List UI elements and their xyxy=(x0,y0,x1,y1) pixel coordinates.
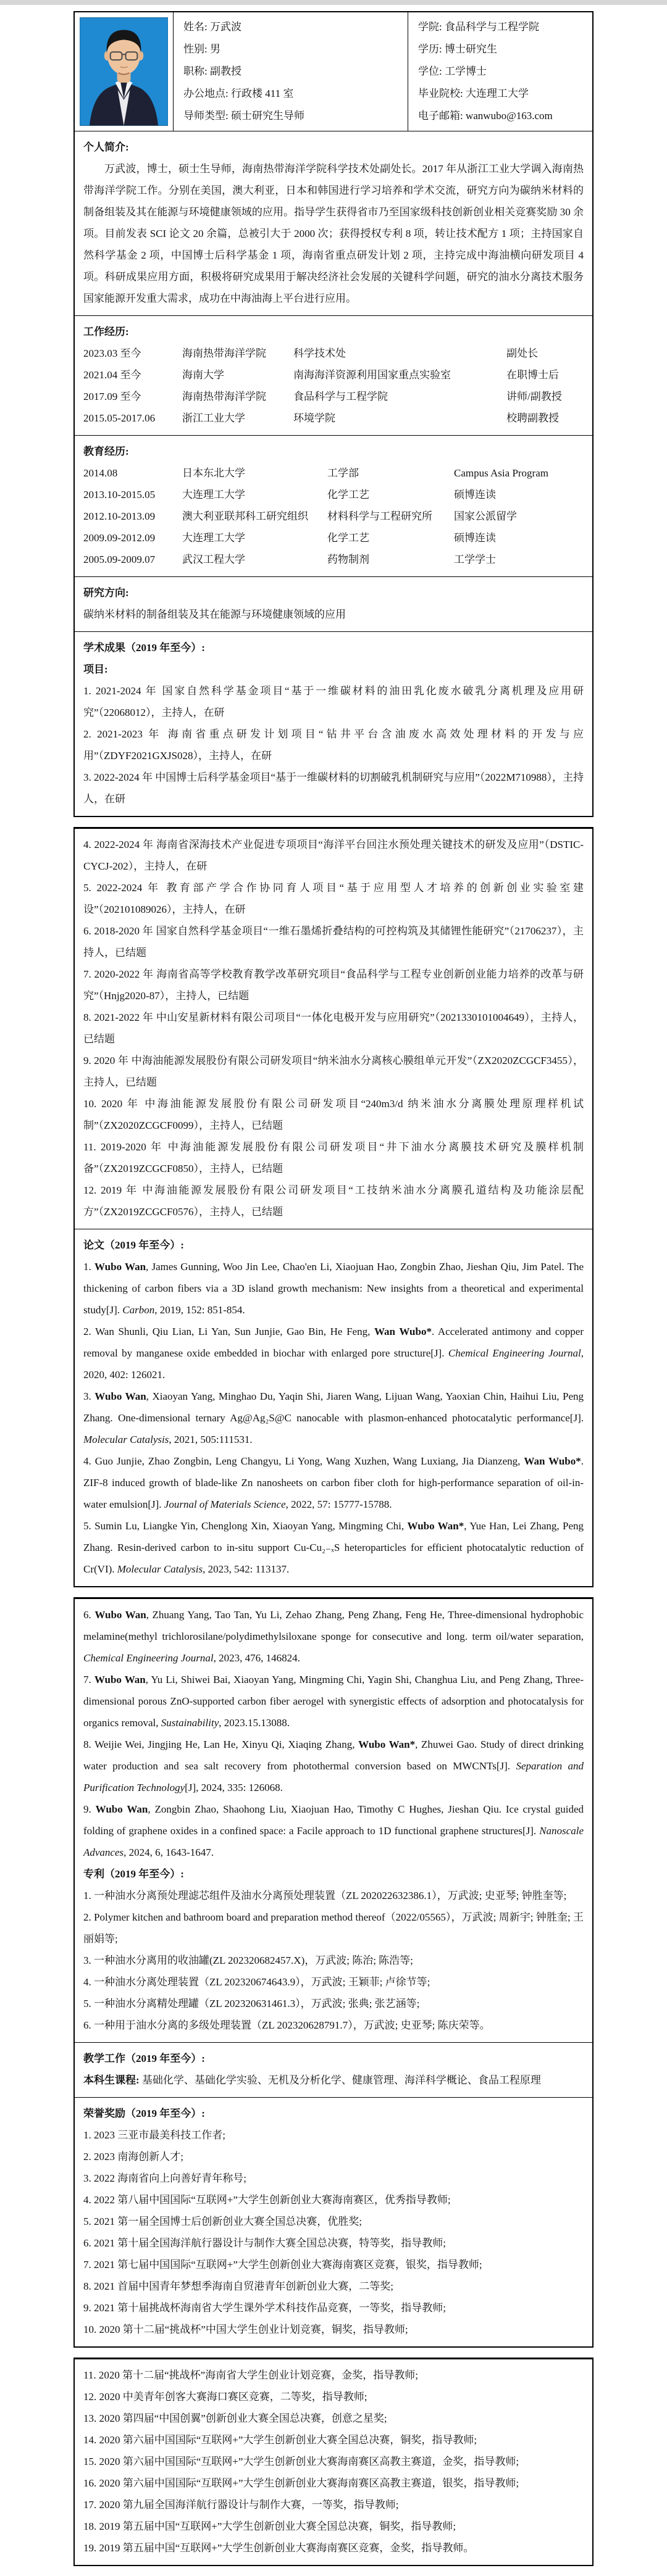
field-value: 工学博士 xyxy=(444,65,487,77)
patents-title: 专利（2019 年至今）: xyxy=(83,1868,184,1880)
section-papers xyxy=(75,1229,592,1586)
field-value: 万武波 xyxy=(209,21,241,33)
edu-major: 材料科学与工程研究所 xyxy=(327,510,432,522)
patent-item: 3. 一种油水分离用的收油罐(ZL 202320682457.X)，万武波; 陈治; 陈浩等; xyxy=(83,1955,413,1966)
award-item: 13. 2020 第四届“中国创翼”创新创业大赛全国总决赛，创意之星奖; xyxy=(83,2412,387,2424)
work-row xyxy=(83,343,584,364)
award-item: 7. 2021 第七届中国国际“互联网+”大学生创新创业大赛海南赛区竞赛，银奖，指导教师; xyxy=(83,2259,482,2271)
document-page-3 xyxy=(73,1597,594,2348)
award-item: 1. 2023 三亚市最美科技工作者; xyxy=(83,2129,225,2141)
field-value: 食品科学与工程学院 xyxy=(444,21,539,33)
awards-list-part2 xyxy=(83,2364,584,2559)
teaching-courses-line xyxy=(83,2069,584,2091)
section-papers-continued xyxy=(75,1598,592,2042)
award-item: 17. 2020 第九届全国海洋航行器设计与制作大赛，一等奖，指导教师; xyxy=(83,2499,399,2511)
field-value: 副教授 xyxy=(209,65,241,77)
education-row xyxy=(83,484,584,505)
projects-label: 项目: xyxy=(83,663,108,675)
paper-item: 3. Wubo Wan, Xiaoyan Yang, Minghao Du, Yaqin Shi, Jiaren Wang, Lijuan Wang, Yaoxian Chin, Haihui Liu, Peng Zhang. One-dimensional ternary Ag@Ag₂S@C nanocable with plasmon-enhanced photocatalytic performance[J]. Molecular Catalysis, 2021, 505:111531. xyxy=(83,1390,584,1445)
project-item: 4. 2022-2024 年 海南省深海技术产业促进专项项目“海洋平台回注水预处理关键技术的研发及应用”（DSTIC-CYCJ-202），主持人，在研 xyxy=(83,839,584,872)
award-item: 10. 2020 第十二届“挑战杯”中国大学生创业计划竞赛，铜奖，指导教师; xyxy=(83,2324,408,2335)
edu-date: 2005.09-2009.07 xyxy=(83,554,156,565)
award-item: 11. 2020 第十二届“挑战杯”海南省大学生创业计划竞赛，金奖，指导教师; xyxy=(83,2369,418,2381)
work-date: 2015.05-2017.06 xyxy=(83,412,156,424)
page-top-edge xyxy=(0,0,667,5)
profile-field xyxy=(418,61,582,82)
award-item: 12. 2020 中美青年创客大赛海口赛区竞赛，二等奖，指导教师; xyxy=(83,2391,367,2403)
work-date: 2023.03 至今 xyxy=(83,347,141,359)
achievements-title: 学术成果（2019 年至今）: xyxy=(83,642,205,654)
project-item: 9. 2020 年 中海油能源发展股份有限公司研发项目“纳米油水分离核心膜组单元开发”（ZX2020ZCGCF3455），主持人，已结题 xyxy=(83,1055,584,1088)
project-item: 2. 2021-2023 年 海南省重点研发计划项目“钻井平台含油废水高效处理材料的开发与应用”（ZDYF2021GXJS028），主持人，在研 xyxy=(83,728,584,762)
papers-list-part1 xyxy=(83,1256,584,1580)
profile-fields-right xyxy=(408,12,592,131)
award-item: 18. 2019 第五届中国“互联网+”大学生创新创业大赛全国总决赛，铜奖，指导教师; xyxy=(83,2520,456,2532)
profile-field xyxy=(418,17,582,38)
awards-list-part1 xyxy=(83,2124,584,2340)
profile-fields-left xyxy=(174,12,408,131)
section-work-title: 工作经历: xyxy=(83,326,129,338)
work-dept: 食品科学与工程学院 xyxy=(293,391,388,402)
education-list xyxy=(83,462,584,570)
research-area-text: 碳纳米材料的制备组装及其在能源与环境健康领域的应用 xyxy=(83,609,346,620)
edu-school: 日本东北大学 xyxy=(182,467,245,479)
education-row xyxy=(83,549,584,570)
education-row xyxy=(83,505,584,527)
field-label: 导师类型: xyxy=(183,110,229,122)
award-item: 2. 2023 南海创新人才; xyxy=(83,2151,183,2163)
edu-date: 2012.10-2013.09 xyxy=(83,510,156,522)
patent-item: 2. Polymer kitchen and bathroom board and preparation method thereof（2022/05565），万武波; 周新宇; 钟胜奎; 王丽娟等; xyxy=(83,1911,584,1945)
paper-item: 4. Guo Junjie, Zhao Zongbin, Leng Changyu, Li Yong, Wang Xuzhen, Wang Luxiang, Jia Dianzeng, Wan Wubo*. ZIF-8 induced growth of blade-like Zn nanosheets on carbon fiber cloth for high-performance separation of oil-in-water emulsion[J]. Journal of Materials Science, 2022, 57: 15777-15788. xyxy=(83,1455,584,1510)
work-dept: 环境学院 xyxy=(293,412,335,424)
edu-date: 2009.09-2012.09 xyxy=(83,532,156,544)
projects-list-part1 xyxy=(83,680,584,810)
courses-label: 本科生课程: xyxy=(83,2074,140,2086)
award-item: 5. 2021 第一届全国博士后创新创业大赛全国总决赛，优胜奖; xyxy=(83,2216,362,2227)
section-awards xyxy=(75,2097,592,2346)
courses-text: 基础化学、基础化学实验、无机及分析化学、健康管理、海洋科学概论、食品工程原理 xyxy=(141,2074,541,2086)
edu-type: 国家公派留学 xyxy=(454,510,517,522)
paper-item: 8. Weijie Wei, Jingjing He, Lan He, Xinyu Qi, Xiaqing Zhang, Wubo Wan*, Zhuwei Gao. Study of direct drinking water production and sea salt recovery from photothermal conversion based on MWCNTs[J]. Separation and Purification Technology[J], 2024, 335: 126068. xyxy=(83,1739,584,1793)
profile-field xyxy=(183,17,398,38)
patent-item: 5. 一种油水分离精处理罐（ZL 202320631461.3），万武波; 张典; 张艺涵等; xyxy=(83,1998,420,2009)
award-item: 19. 2019 第五届中国“互联网+”大学生创新创业大赛海南赛区竞赛，金奖，指导教师。 xyxy=(83,2542,474,2554)
field-label: 办公地点: xyxy=(183,88,229,99)
work-role: 副处长 xyxy=(506,347,538,359)
section-education xyxy=(75,435,592,576)
field-label: 姓名: xyxy=(183,21,208,33)
projects-list-part2 xyxy=(83,834,584,1223)
field-value: 男 xyxy=(209,43,220,55)
work-org: 海南热带海洋学院 xyxy=(182,347,266,359)
award-item: 9. 2021 第十届挑战杯海南省大学生课外学术科技作品竞赛，一等奖，指导教师; xyxy=(83,2302,446,2314)
section-intro xyxy=(75,131,592,315)
profile-field xyxy=(418,39,582,60)
work-history-list xyxy=(83,343,584,429)
work-row xyxy=(83,364,584,386)
document-page-1 xyxy=(73,11,594,817)
profile-field xyxy=(418,106,582,127)
teaching-title: 教学工作（2019 年至今）: xyxy=(83,2053,205,2064)
field-value: 大连理工大学 xyxy=(465,88,529,99)
section-research-title: 研究方向: xyxy=(83,587,129,599)
project-item: 10. 2020 年 中海油能源发展股份有限公司研发项目“240m3/d 纳米油水分离膜处理原理样机试制”（ZX2020ZCGCF0099），主持人，已结题 xyxy=(83,1098,584,1131)
profile-photo xyxy=(75,12,174,131)
project-item: 7. 2020-2022 年 海南省高等学校教育教学改革研究项目“食品科学与工程专业创新创业能力培养的改革与研究”（Hnjg2020-87），主持人，已结题 xyxy=(83,968,584,1002)
paper-item: 2. Wan Shunli, Qiu Lian, Li Yan, Sun Junjie, Gao Bin, He Feng, Wan Wubo*. Accelerated antimony and copper removal by manganese oxide embedded in biochar with enlarged pore structure[J]. Chemical Engineering Journal, 2020, 402: 126021. xyxy=(83,1326,584,1381)
paper-item: 9. Wubo Wan, Zongbin Zhao, Shaohong Liu, Xiaojuan Hao, Timothy C Hughes, Jieshan Qiu. Ice crystal guided folding of graphene oxides in a confined space: a Facile approach to 1D functional graphene structures[J]. Nanoscale Advances, 2024, 6, 1643-1647. xyxy=(83,1803,584,1858)
document-page-2 xyxy=(73,827,594,1587)
field-label: 学历: xyxy=(418,43,442,55)
education-row xyxy=(83,527,584,549)
project-item: 8. 2021-2022 年 中山安星新材料有限公司项目“一体化电极开发与应用研究”（2021330101004649），主持人，已结题 xyxy=(83,1012,584,1045)
paper-item: 7. Wubo Wan, Yu Li, Shiwei Bai, Xiaoyan Yang, Mingming Chi, Yagin Shi, Changhua Liu, and Peng Zhang, Three-dimensional porous ZnO-supported carbon fiber aerogel with synergistic effects of adsorption and photocatalysis for organics removal, Sustainability, 2023.15.13088. xyxy=(83,1674,584,1729)
award-item: 14. 2020 第六届中国国际“互联网+”大学生创新创业大赛全国总决赛，铜奖，指导教师; xyxy=(83,2434,477,2446)
edu-school: 澳大利亚联邦科工研究组织 xyxy=(182,510,308,522)
project-item: 6. 2018-2020 年 国家自然科学基金项目“一维石墨烯折叠结构的可控构筑及其储锂性能研究”（21706237），主持人，已结题 xyxy=(83,925,584,958)
project-item: 3. 2022-2024 年 中国博士后科学基金项目“基于一维碳材料的切割破乳机制研究与应用”（2022M710988），主持人，在研 xyxy=(83,771,584,805)
document-page-4 xyxy=(73,2358,594,2566)
edu-major: 化学工艺 xyxy=(327,532,369,544)
profile-field xyxy=(418,83,582,104)
section-intro-title: 个人简介: xyxy=(83,141,129,153)
work-role: 校聘副教授 xyxy=(506,412,559,424)
field-label: 学院: xyxy=(418,21,442,33)
profile-field xyxy=(183,83,398,104)
work-date: 2021.04 至今 xyxy=(83,369,141,381)
work-date: 2017.09 至今 xyxy=(83,391,141,402)
section-work-history xyxy=(75,315,592,435)
award-item: 3. 2022 海南省向上向善好青年称号; xyxy=(83,2172,246,2184)
section-teaching xyxy=(75,2042,592,2097)
profile-table xyxy=(73,11,594,2566)
field-value: 行政楼 411 室 xyxy=(230,88,294,99)
award-item: 16. 2020 第六届中国国际“互联网+”大学生创新创业大赛海南赛区高教主赛道，银奖，指导教师; xyxy=(83,2477,519,2489)
award-item: 15. 2020 第六届中国国际“互联网+”大学生创新创业大赛海南赛区高教主赛道，金奖，指导教师; xyxy=(83,2456,519,2467)
field-label: 毕业院校: xyxy=(418,88,463,99)
edu-date: 2013.10-2015.05 xyxy=(83,489,156,501)
project-item: 1. 2021-2024 年 国家自然科学基金项目“基于一维碳材料的油田乳化废水破乳分离机理及应用研究”（22068012），主持人，在研 xyxy=(83,685,584,718)
intro-paragraph: 万武波，博士，硕士生导师，海南热带海洋学院科学技术处副处长。2017 年从浙江工业大学调入海南热带海洋学院工作。分别在美国，澳大利亚，日本和韩国进行学习培养和学术交流，研究方向为碳纳米材料的制备组装及其在能源与环境健康领域的应用。指导学生获得省市乃至国家级科技创新创业相关竞赛奖励 30 余项。目前发表 SCI 论文 20 余篇，总被引大于 2000 次；获得授权专利 8 项，转让技术配方 1 项；主持国家自然科学基金 2 项，中国博士后科学基金 1 项，海南省重点研发计划 2 项，主持完成中海油横向研发项目 4 项。科研成果应用方面，积极将研究成果用于解决经济社会发展的关键科学问题，研究的油水分离技术服务国家能源开发重大需求，成功在中海油海上平台进行应用。 xyxy=(83,163,584,304)
field-label: 电子邮箱: xyxy=(418,110,463,122)
project-item: 5. 2022-2024 年 教育部产学合作协同育人项目“基于应用型人才培养的创新创业实验室建设”（202101089026），主持人，在研 xyxy=(83,882,584,915)
field-value: 博士研究生 xyxy=(444,43,497,55)
profile-field xyxy=(183,106,398,127)
work-role: 在职博士后 xyxy=(506,369,559,381)
papers-title: 论文（2019 年至今）: xyxy=(83,1239,184,1251)
edu-type: 硕博连读 xyxy=(454,489,496,501)
award-item: 8. 2021 首届中国青年梦想季海南自贸港青年创新创业大赛，二等奖; xyxy=(83,2280,393,2292)
edu-school: 大连理工大学 xyxy=(182,532,245,544)
edu-date: 2014.08 xyxy=(83,467,118,479)
work-role: 讲师/副教授 xyxy=(506,391,562,402)
id-photo-graphic xyxy=(80,17,168,126)
profile-field xyxy=(183,39,398,60)
patent-item: 6. 一种用于油水分离的多级处理装置（ZL 202320628791.7），万武波; 史亚琴; 陈庆荣等。 xyxy=(83,2019,490,2031)
edu-major: 药物制剂 xyxy=(327,554,369,565)
edu-major: 工学部 xyxy=(327,467,359,479)
profile-field xyxy=(183,61,398,82)
patent-item: 1. 一种油水分离预处理滤芯组件及油水分离预处理装置（ZL 202022632386.1），万武波; 史亚琴; 钟胜奎等; xyxy=(83,1890,567,1901)
edu-type: Campus Asia Program xyxy=(454,467,548,479)
patents-list xyxy=(83,1885,584,2036)
work-row xyxy=(83,386,584,407)
field-label: 职称: xyxy=(183,65,208,77)
profile-header-row xyxy=(75,12,592,131)
work-org: 海南大学 xyxy=(182,369,224,381)
edu-school: 武汉工程大学 xyxy=(182,554,245,565)
paper-item: 1. Wubo Wan, James Gunning, Woo Jin Lee, Chao'en Li, Xiaojuan Hao, Zongbin Zhao, Jieshan Qiu, Jim Patel. The thickening of carbon fibers via a 3D island growth mechanism: New insights from a theoretical and experimental study[J]. Carbon, 2019, 152: 851-854. xyxy=(83,1261,584,1316)
section-education-title: 教育经历: xyxy=(83,446,129,457)
edu-type: 工学学士 xyxy=(454,554,496,565)
work-org: 海南热带海洋学院 xyxy=(182,391,266,402)
section-awards-continued xyxy=(75,2359,592,2565)
section-research xyxy=(75,576,592,631)
work-dept: 科学技术处 xyxy=(293,347,346,359)
work-dept: 南海海洋资源利用国家重点实验室 xyxy=(293,369,451,381)
paper-item: 6. Wubo Wan, Zhuang Yang, Tao Tan, Yu Li, Zehao Zhang, Peng Zhang, Feng He, Three-dimensional hydrophobic melamine(methyl trichlorosilane/polydimethylsiloxane sponge for consecutive and long. term oil/water separation, Chemical Engineering Journal, 2023, 476, 146824. xyxy=(83,1609,584,1664)
work-org: 浙江工业大学 xyxy=(182,412,245,424)
education-row xyxy=(83,462,584,484)
award-item: 6. 2021 第十届全国海洋航行器设计与制作大赛全国总决赛，特等奖，指导教师; xyxy=(83,2237,446,2249)
project-item: 12. 2019 年 中海油能源发展股份有限公司研发项目“工技纳米油水分离膜孔道结构及功能涂层配方”（ZX2019ZCGCF0576），主持人，已结题 xyxy=(83,1184,584,1218)
work-row xyxy=(83,407,584,429)
edu-school: 大连理工大学 xyxy=(182,489,245,501)
field-label: 性别: xyxy=(183,43,208,55)
field-value: wanwubo@163.com xyxy=(465,110,553,122)
project-item: 11. 2019-2020 年 中海油能源发展股份有限公司研发项目“井下油水分离膜技术研究及膜样机制备”（ZX2019ZCGCF0850），主持人，已结题 xyxy=(83,1141,584,1174)
patent-item: 4. 一种油水分离处理装置（ZL 202320674643.9），万武波; 王颖菲; 卢徐节等; xyxy=(83,1976,430,1988)
field-value: 硕士研究生导师 xyxy=(230,110,304,122)
field-label: 学位: xyxy=(418,65,442,77)
papers-list-part2 xyxy=(83,1604,584,1863)
awards-title: 荣誉奖励（2019 年至今）: xyxy=(83,2108,205,2119)
section-achievements xyxy=(75,631,592,816)
award-item: 4. 2022 第八届中国国际“互联网+”大学生创新创业大赛海南赛区，优秀指导教师; xyxy=(83,2194,451,2206)
edu-type: 硕博连读 xyxy=(454,532,496,544)
paper-item: 5. Sumin Lu, Liangke Yin, Chenglong Xin, Xiaoyan Yang, Mingming Chi, Wubo Wan*, Yue Han, Lei Zhang, Peng Zhang. Resin-derived carbon to in-situ support Cu-Cu₂₋ₓS heteroparticles for efficient photocatalytic reduction of Cr(VI). Molecular Catalysis, 2023, 542: 113137. xyxy=(83,1520,584,1575)
edu-major: 化学工艺 xyxy=(327,489,369,501)
section-projects-continued xyxy=(75,828,592,1229)
